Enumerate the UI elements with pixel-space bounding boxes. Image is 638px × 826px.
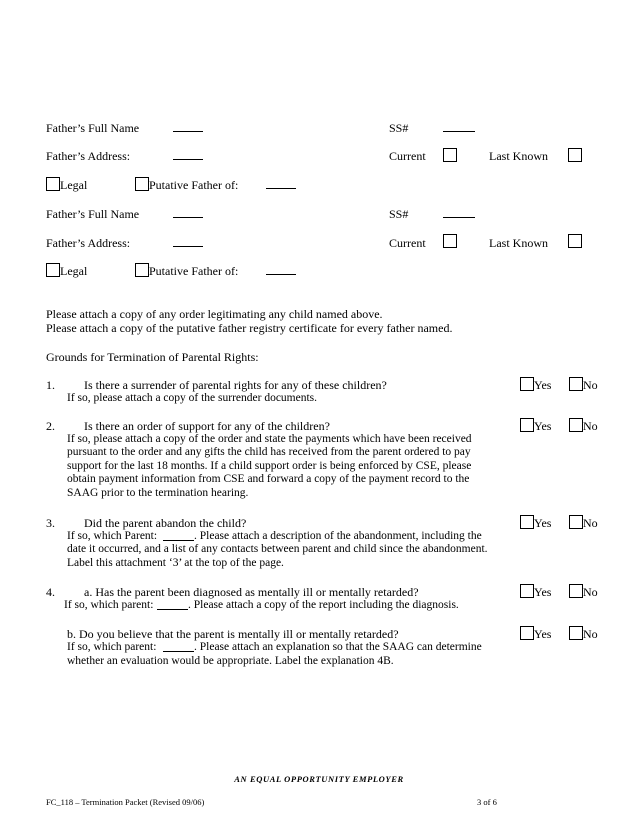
q3-question: Did the parent abandon the child? [84,516,247,530]
father2-ss-label: SS# [389,207,409,221]
father2-putative-label: Putative Father of: [149,264,239,278]
q2-detail: pursuant to the order and any gifts the child has received from the parent ordered to pay [67,446,471,458]
q4b-question: b. Do you believe that the parent is mentally ill or mentally retarded? [67,627,399,641]
q4a-parent-field[interactable] [157,597,188,610]
father2-ss-field[interactable] [443,205,475,218]
q1-yes-checkbox[interactable] [520,377,534,391]
q1-number: 1. [46,378,55,392]
q3-no-checkbox[interactable] [569,515,583,529]
father1-putative-checkbox[interactable] [135,177,149,191]
q1-question: Is there a surrender of parental rights for any of these children? [84,378,387,392]
father2-legal-checkbox[interactable] [46,263,60,277]
q3-number: 3. [46,516,55,530]
q3-detail-post: . Please attach a description of the abandonment, including the [194,530,482,542]
father2-name-field[interactable] [173,205,203,218]
q4b-detail-pre: If so, which parent: [67,641,157,653]
father2-address-field[interactable] [173,234,203,247]
q3-parent-field[interactable] [163,528,194,541]
footer-form-id: FC_118 – Termination Packet (Revised 09/06) [46,797,205,807]
father2-legal-label: Legal [60,264,88,278]
father1-current-label: Current [389,149,426,163]
instruction-line: Please attach a copy of any order legitimating any child named above. [46,307,383,321]
instruction-line: Please attach a copy of the putative father registry certificate for every father named. [46,321,453,335]
father2-name-label: Father’s Full Name [46,207,140,221]
father1-last-known-label: Last Known [489,149,548,163]
father2-last-known-checkbox[interactable] [568,234,582,248]
q2-number: 2. [46,419,55,433]
father2-putative-checkbox[interactable] [135,263,149,277]
q2-no-checkbox[interactable] [569,418,583,432]
father1-address-field[interactable] [173,147,203,160]
q3-detail-pre: If so, which Parent: [67,530,158,542]
q4b-yes-label: Yes [534,627,552,641]
q4b-detail-post: . Please attach an explanation so that the SAAG can determine [194,641,482,653]
father1-current-checkbox[interactable] [443,148,457,162]
q4b-no-checkbox[interactable] [569,626,583,640]
q1-yes-label: Yes [534,378,552,392]
father1-address-label: Father’s Address: [46,149,131,163]
father1-legal-checkbox[interactable] [46,177,60,191]
q2-yes-checkbox[interactable] [520,418,534,432]
q3-yes-checkbox[interactable] [520,515,534,529]
father2-address-label: Father’s Address: [46,236,131,250]
q4b-parent-field[interactable] [163,639,194,652]
q4-number: 4. [46,585,55,599]
father1-last-known-checkbox[interactable] [568,148,582,162]
q2-question: Is there an order of support for any of the children? [84,419,330,433]
father1-putative-label: Putative Father of: [149,178,239,192]
father1-name-field[interactable] [173,119,203,132]
q3-yes-label: Yes [534,516,552,530]
q4a-question: a. Has the parent been diagnosed as mentally ill or mentally retarded? [84,585,419,599]
father1-legal-label: Legal [60,178,88,192]
q2-no-label: No [583,419,598,433]
father1-ss-field[interactable] [443,119,475,132]
q2-yes-label: Yes [534,419,552,433]
father2-last-known-label: Last Known [489,236,548,250]
father2-putative-field[interactable] [266,262,296,275]
q4a-yes-checkbox[interactable] [520,584,534,598]
q4a-detail-post: . Please attach a copy of the report including the diagnosis. [188,599,459,611]
q3-no-label: No [583,516,598,530]
q4b-detail: whether an evaluation would be appropriate. Label the explanation 4B. [67,655,394,667]
q4a-detail-pre: If so, which parent: [64,599,154,611]
q3-detail: Label this attachment ‘3’ at the top of the page. [67,557,284,569]
footer-eoe: AN EQUAL OPPORTUNITY EMPLOYER [234,774,404,784]
q4a-yes-label: Yes [534,585,552,599]
q1-no-label: No [583,378,598,392]
grounds-title: Grounds for Termination of Parental Rights: [46,350,259,364]
q4b-yes-checkbox[interactable] [520,626,534,640]
father1-putative-field[interactable] [266,176,296,189]
q4b-no-label: No [583,627,598,641]
footer-page-number: 3 of 6 [477,797,497,807]
q1-no-checkbox[interactable] [569,377,583,391]
q2-detail: support for the last 18 months. If a child support order is being enforced by CSE, please [67,460,472,472]
q2-detail: obtain payment information from CSE and forward a copy of the payment record to the [67,473,470,485]
q4a-no-checkbox[interactable] [569,584,583,598]
father1-name-label: Father’s Full Name [46,121,140,135]
q3-detail: date it occurred, and a list of any contacts between parent and child since the abandonment. [67,543,488,555]
q1-detail: If so, please attach a copy of the surrender documents. [67,392,318,404]
q2-detail: If so, please attach a copy of the order and state the payments which have been received [67,433,472,445]
father2-current-checkbox[interactable] [443,234,457,248]
father1-ss-label: SS# [389,121,409,135]
q2-detail: SAAG prior to the termination hearing. [67,487,249,499]
father2-current-label: Current [389,236,426,250]
q4a-no-label: No [583,585,598,599]
